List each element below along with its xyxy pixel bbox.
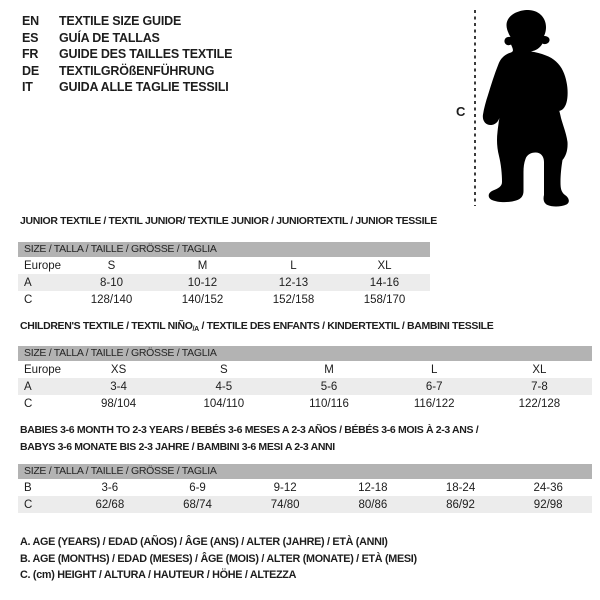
language-row-it xyxy=(22,79,232,96)
age-cell: 3-6 xyxy=(101,481,119,494)
row-label: A xyxy=(24,380,32,393)
babies-table-title xyxy=(20,422,478,455)
height-cell: 80/86 xyxy=(358,498,388,511)
title-subscript: /A xyxy=(192,326,199,333)
footnote-b: B. AGE (MONTHS) / EDAD (MESES) / ÂGE (MOIS) / ALTER (MONATE) / ETÀ (MESI) xyxy=(20,552,417,565)
language-label: TEXTILGRÖßENFÜHRUNG xyxy=(59,63,215,78)
footnote-a: A. AGE (YEARS) / EDAD (AÑOS) / ÂGE (ANS) / ALTER (JAHRE) / ETÀ (ANNI) xyxy=(20,536,388,548)
language-code: DE xyxy=(22,63,39,78)
table-row-height xyxy=(18,395,592,412)
age-cell: 4-5 xyxy=(215,380,233,393)
language-label: TEXTILE SIZE GUIDE xyxy=(59,14,182,28)
table-row-height xyxy=(18,291,430,308)
age-cell: 7-8 xyxy=(531,380,548,393)
language-code: ES xyxy=(22,30,39,45)
size-header-bar: SIZE / TALLA / TAILLE / GRÖSSE / TAGLIA xyxy=(18,464,592,479)
footnotes xyxy=(20,534,417,584)
language-label: GUIDE DES TAILLES TEXTILE xyxy=(59,47,233,62)
language-label: GUIDA ALLE TAGLIE TESSILI xyxy=(59,80,229,95)
table-row-age xyxy=(18,274,430,291)
language-row-de xyxy=(22,63,232,80)
size-cell: M xyxy=(197,259,208,272)
height-dashed-line xyxy=(474,10,476,206)
age-cell: 8-10 xyxy=(99,276,124,289)
size-cell: S xyxy=(107,259,116,272)
age-cell: 12-13 xyxy=(278,276,309,289)
language-row-en xyxy=(22,13,232,30)
height-marker-label: C xyxy=(456,104,466,119)
size-cell: XL xyxy=(532,363,547,376)
height-cell: 110/116 xyxy=(309,397,349,410)
row-label: Europe xyxy=(24,363,62,376)
title-line-1: BABIES 3-6 MONTH TO 2-3 YEARS / BEBÉS 3-6 MESES A 2-3 AÑOS / BÉBÉS 3-6 MOIS À 2-3 ANS / xyxy=(20,424,479,436)
row-label: B xyxy=(24,481,32,494)
table-row-age-months xyxy=(18,479,592,496)
height-cell: 116/122 xyxy=(413,397,455,410)
junior-table-title: JUNIOR TEXTILE / TEXTIL JUNIOR/ TEXTILE JUNIOR / JUNIORTEXTIL / JUNIOR TESSILE xyxy=(20,215,437,227)
age-cell: 6-9 xyxy=(189,481,206,494)
age-cell: 9-12 xyxy=(273,481,297,494)
size-cell: L xyxy=(431,363,438,376)
babies-size-table xyxy=(18,464,592,513)
age-cell: 18-24 xyxy=(445,481,476,494)
footnote-c: C. (cm) HEIGHT / ALTURA / HAUTEUR / HÖHE / ALTEZZA xyxy=(20,569,297,582)
row-label: C xyxy=(24,397,33,410)
height-cell: 104/110 xyxy=(203,397,245,410)
size-header-bar: SIZE / TALLA / TAILLE / GRÖSSE / TAGLIA xyxy=(18,242,430,257)
age-cell: 5-6 xyxy=(320,380,338,393)
height-cell: 92/98 xyxy=(533,498,563,511)
size-cell: XS xyxy=(110,363,127,376)
language-code: IT xyxy=(22,80,33,95)
height-cell: 86/92 xyxy=(446,498,475,511)
age-cell: 24-36 xyxy=(533,481,563,494)
size-cell: S xyxy=(219,363,228,376)
size-cell: M xyxy=(324,363,334,376)
language-row-fr xyxy=(22,46,232,63)
children-table-title xyxy=(20,318,493,339)
height-cell: 62/68 xyxy=(95,498,125,511)
height-cell: 128/140 xyxy=(90,293,133,306)
row-label: Europe xyxy=(24,259,62,272)
language-list xyxy=(22,13,232,96)
size-cell: L xyxy=(290,259,297,272)
language-row-es xyxy=(22,30,232,47)
height-cell: 74/80 xyxy=(270,498,300,511)
age-cell: 10-12 xyxy=(187,276,218,289)
age-cell: 12-18 xyxy=(358,481,388,494)
baby-silhouette-path xyxy=(483,10,569,206)
title-line-2: BABYS 3-6 MONATE BIS 2-3 JAHRE / BAMBINI 3-6 MESI A 2-3 ANNI xyxy=(20,440,335,453)
age-cell: 3-4 xyxy=(110,380,127,393)
language-code: FR xyxy=(22,47,39,62)
age-cell: 14-16 xyxy=(369,276,400,289)
junior-size-table xyxy=(18,242,430,308)
height-cell: 140/152 xyxy=(181,293,224,306)
height-cell: 68/74 xyxy=(183,498,212,511)
title-text: CHILDREN'S TEXTILE / TEXTIL NIÑO xyxy=(20,320,193,332)
children-size-table xyxy=(18,346,592,412)
height-cell: 98/104 xyxy=(101,397,137,410)
size-header-bar: SIZE / TALLA / TAILLE / GRÖSSE / TAGLIA xyxy=(18,346,592,361)
height-cell: 158/170 xyxy=(363,293,406,306)
baby-silhouette-icon xyxy=(478,4,596,212)
row-label: A xyxy=(24,276,32,289)
table-row-europe xyxy=(18,361,592,378)
table-row-europe xyxy=(18,257,430,274)
height-cell: 152/158 xyxy=(272,293,315,306)
height-cell: 122/128 xyxy=(518,397,561,410)
language-code: EN xyxy=(22,14,39,28)
age-cell: 6-7 xyxy=(425,380,443,393)
language-label: GUÍA DE TALLAS xyxy=(59,30,160,45)
row-label: C xyxy=(24,293,33,306)
table-row-height xyxy=(18,496,592,513)
title-text: / TEXTILE DES ENFANTS / KINDERTEXTIL / BAMBINI TESSILE xyxy=(198,320,494,332)
size-cell: XL xyxy=(377,259,392,272)
row-label: C xyxy=(24,498,33,511)
table-row-age xyxy=(18,378,592,395)
